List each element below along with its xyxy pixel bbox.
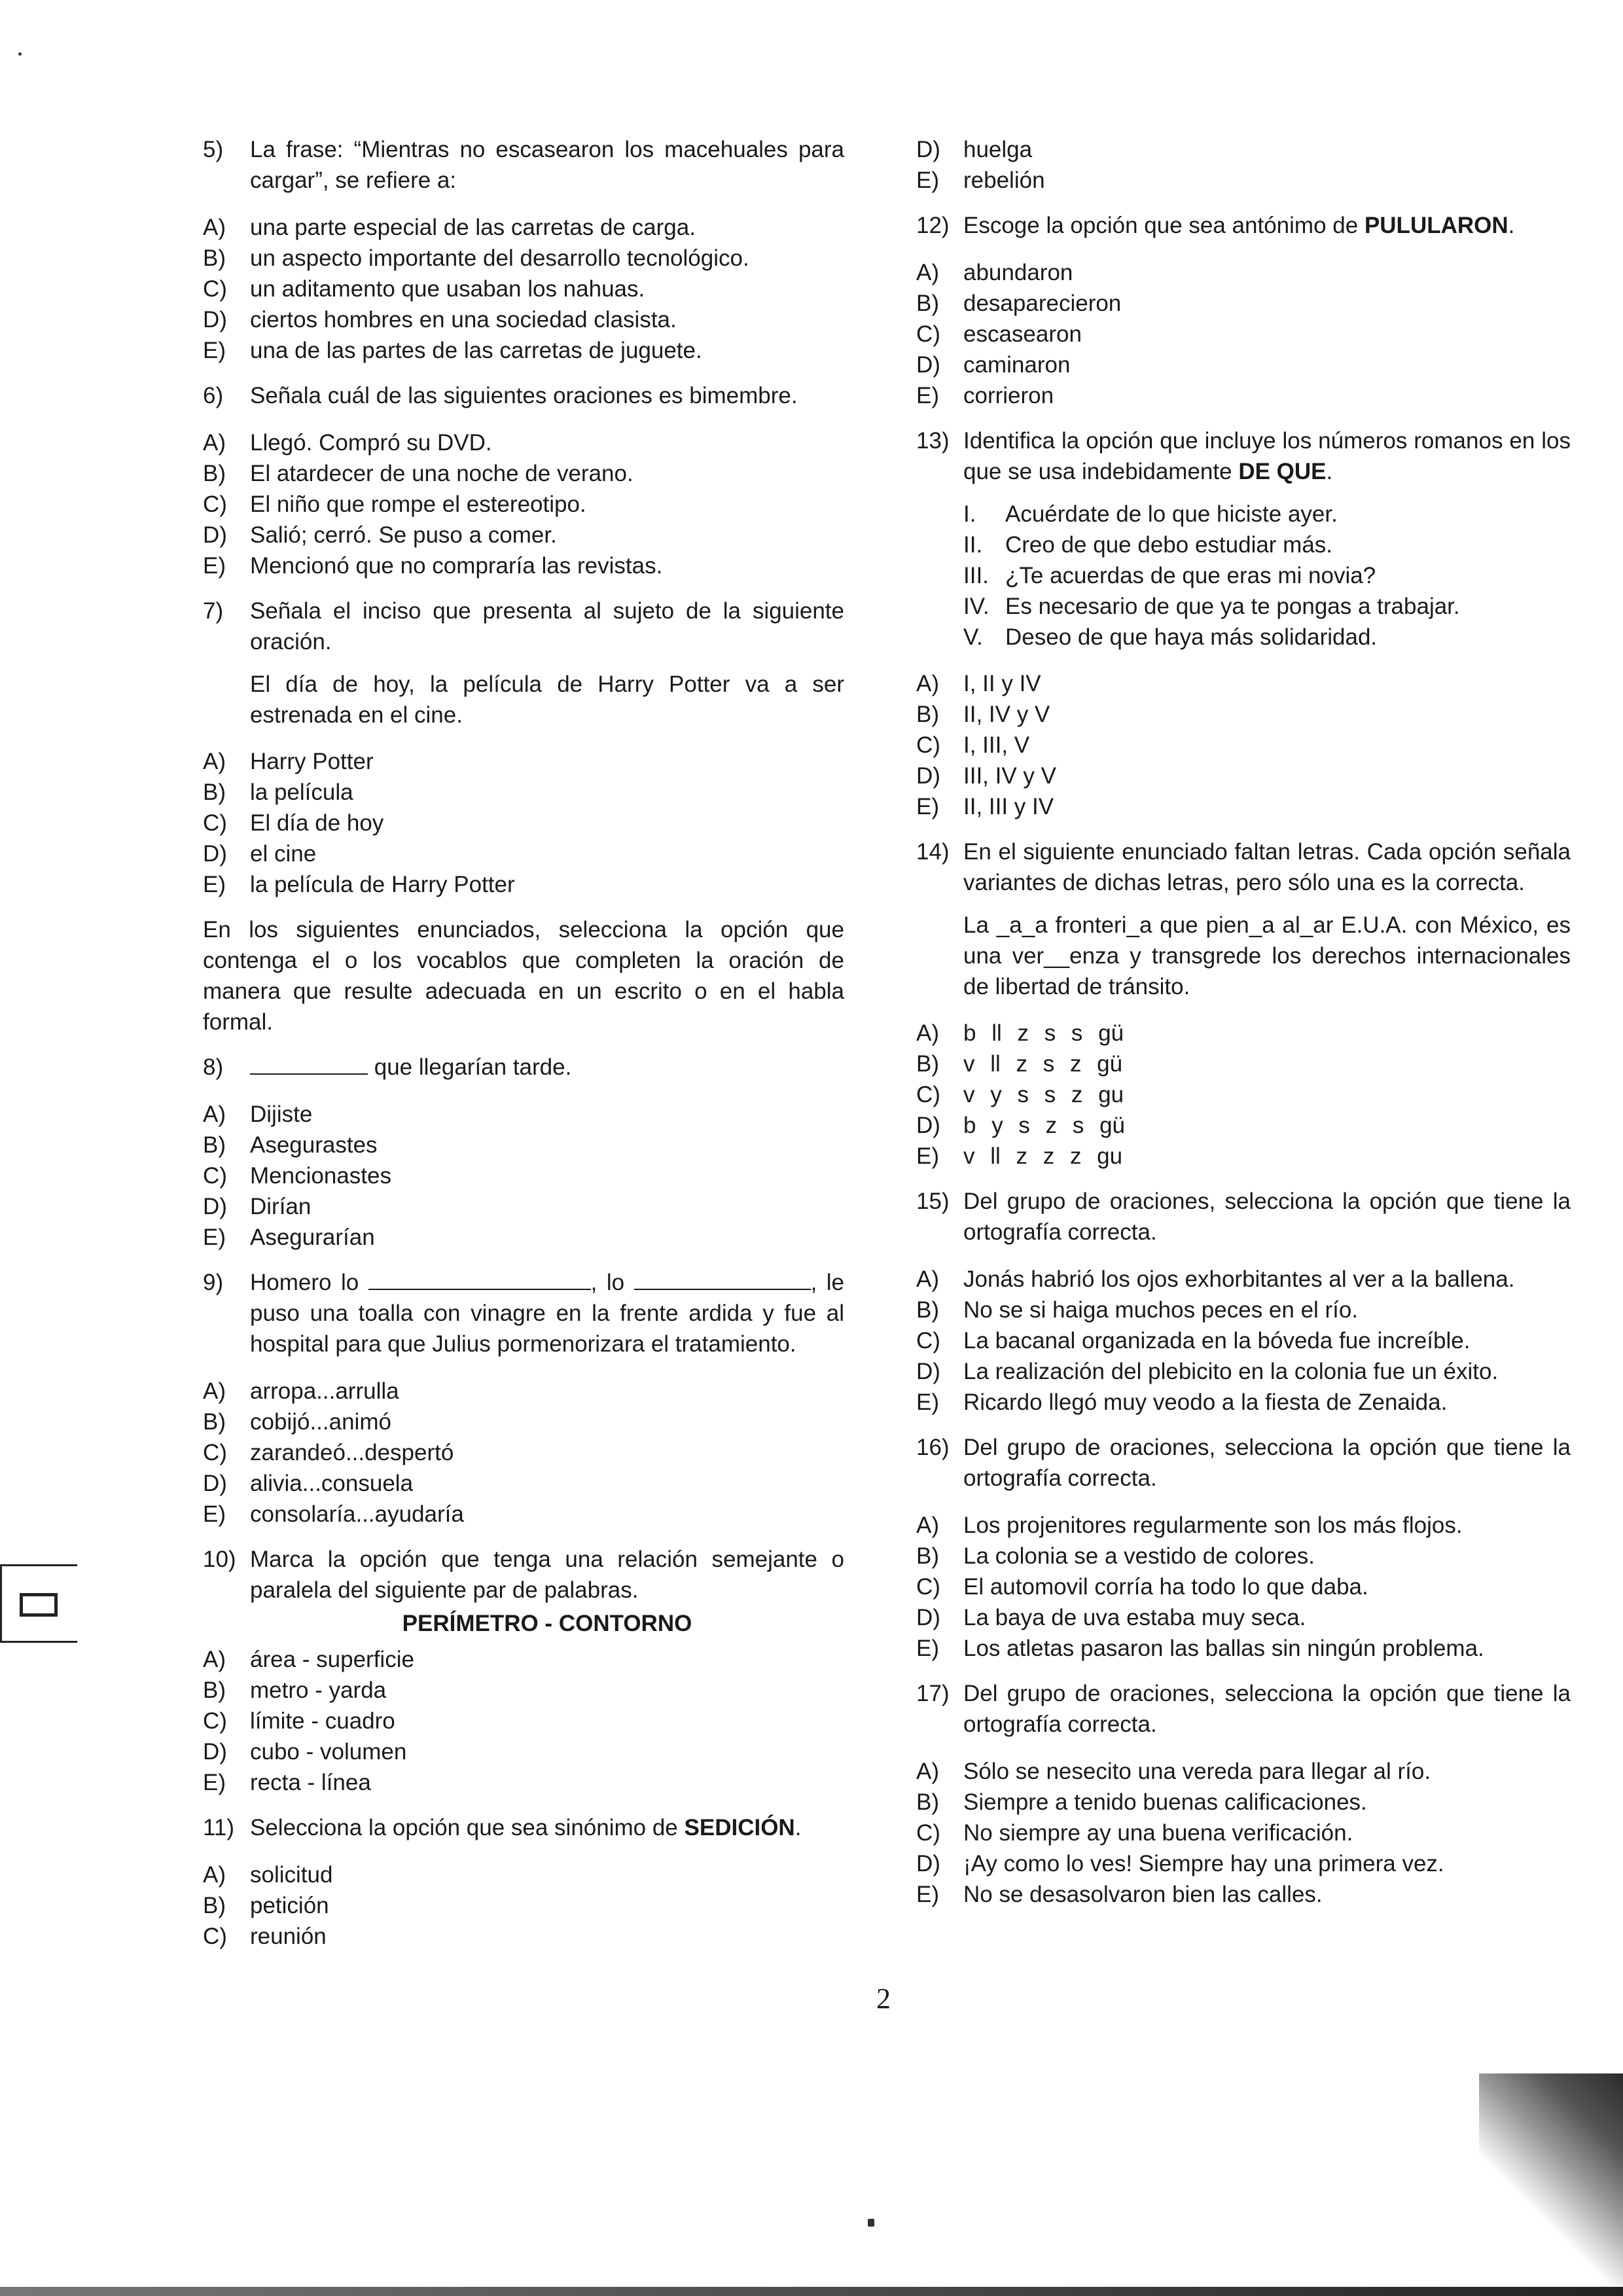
option-letter: D) [916, 1113, 940, 1138]
option-letter: D) [203, 841, 227, 867]
option-text: Llegó. Compró su DVD. [250, 430, 492, 456]
option-text: v ll z z z gu [963, 1143, 1123, 1169]
question-text [250, 1267, 844, 1359]
question-text-after-blank: que llegarían tarde. [374, 1054, 572, 1080]
option-letter: C) [203, 492, 227, 517]
question-text-part: Selecciona la opción que sea sinónimo de [250, 1815, 678, 1840]
option [203, 243, 844, 274]
option [916, 730, 1571, 761]
option-text: v ll z s z gü [963, 1051, 1123, 1077]
option [203, 808, 844, 838]
option-letter: E) [916, 1143, 939, 1169]
option [916, 1110, 1571, 1141]
option [203, 489, 844, 520]
option [916, 761, 1571, 791]
option-letter: E) [916, 1390, 939, 1415]
options-list [203, 1859, 844, 1952]
right-column [916, 134, 1571, 1924]
options-list [916, 134, 1571, 196]
question-text: En el siguiente enunciado faltan letras. Cada opción señala variantes de dichas letras, pero sólo una es la correcta. [963, 839, 1571, 895]
options-list [203, 746, 844, 900]
option-letter: B) [203, 1409, 226, 1435]
option-text: II, III y IV [963, 794, 1054, 819]
option-text: área - superficie [250, 1647, 414, 1672]
option-letter: E) [203, 553, 226, 579]
option [203, 304, 844, 335]
options-list [203, 1644, 844, 1798]
option-text: La baya de uva estaba muy seca. [963, 1605, 1306, 1630]
option-text: abundaron [963, 260, 1073, 285]
option [916, 1633, 1571, 1664]
option-text: II, IV y V [963, 702, 1050, 727]
option [916, 1295, 1571, 1325]
option-text: reunión [250, 1924, 327, 1949]
question-number: 15) [916, 1189, 950, 1214]
option [916, 1325, 1571, 1356]
option-text: Ricardo llegó muy veodo a la fiesta de Zenaida. [963, 1390, 1448, 1415]
question-text-part: , lo [590, 1270, 625, 1295]
option [203, 1099, 844, 1130]
question-text: Señala cuál de las siguientes oraciones es bimembre. [250, 383, 798, 408]
roman-numeral: III. [963, 563, 989, 588]
option-letter: C) [203, 1163, 227, 1189]
option [203, 869, 844, 900]
option [916, 1264, 1571, 1295]
option [916, 1756, 1571, 1787]
option-text: ciertos hombres en una sociedad clasista. [250, 307, 677, 332]
question-text-part: Escoge la opción que sea antónimo de [963, 213, 1359, 238]
options-list [203, 1376, 844, 1530]
option-letter: B) [916, 1543, 939, 1569]
option-letter: D) [203, 1739, 227, 1765]
option-text: Dijiste [250, 1102, 313, 1127]
option-text: Mencionó que no compraría las revistas. [250, 553, 663, 579]
option [203, 1130, 844, 1160]
option-text: el cine [250, 841, 317, 867]
option-letter: A) [203, 749, 226, 774]
option [916, 1879, 1571, 1910]
option-text: III, IV y V [963, 763, 1056, 789]
option-text: Los projenitores regularmente son los más flojos. [963, 1513, 1463, 1538]
scan-speck [18, 52, 22, 56]
option-text: Jonás habrió los ojos exhorbitantes al ver a la ballena. [963, 1266, 1515, 1292]
question-text: Del grupo de oraciones, selecciona la opción que tiene la ortografía correcta. [963, 1681, 1571, 1737]
option-letter: C) [203, 1440, 227, 1465]
option [203, 777, 844, 808]
page-number: 2 [876, 1982, 891, 2015]
option [916, 165, 1571, 196]
roman-item [963, 499, 1571, 529]
question-9 [203, 1267, 844, 1359]
options-list [916, 1510, 1571, 1664]
option-letter: D) [916, 763, 940, 789]
option [203, 1437, 844, 1468]
options-list [203, 427, 844, 581]
question-text-end: . [794, 1815, 802, 1840]
question-text-part: Identifica la opción que incluye los números romanos en los que se usa indebidamente [963, 428, 1571, 484]
question-text [963, 425, 1571, 487]
option-text: Los atletas pasaron las ballas sin ningún problema. [963, 1636, 1484, 1661]
question-11 [203, 1812, 844, 1843]
option-text: No se desasolvaron bien las calles. [963, 1882, 1323, 1907]
option-letter: D) [203, 1471, 227, 1496]
option [916, 1602, 1571, 1633]
option [916, 288, 1571, 319]
option-text: un aspecto importante del desarrollo tecnológico. [250, 245, 749, 271]
question-number: 9) [203, 1270, 224, 1295]
option-letter: B) [916, 702, 939, 727]
option-letter: D) [916, 1851, 940, 1876]
option-letter: B) [203, 1132, 226, 1158]
option-letter: B) [203, 245, 226, 271]
option [203, 1407, 844, 1437]
option [916, 1018, 1571, 1049]
option-text: huelga [963, 137, 1033, 162]
option-text: I, III, V [963, 732, 1030, 758]
option-text: El automovil corría ha todo lo que daba. [963, 1574, 1368, 1600]
question-text-part: Homero lo [250, 1270, 359, 1295]
option-letter: E) [203, 1501, 226, 1527]
question-number: 16) [916, 1435, 950, 1460]
question-text-end: . [1326, 459, 1333, 484]
option [916, 1787, 1571, 1818]
question-16 [916, 1432, 1571, 1494]
question-7 [203, 596, 844, 657]
option-letter: D) [916, 1605, 940, 1630]
option [203, 1468, 844, 1499]
question-number: 17) [916, 1681, 950, 1706]
option-letter: A) [916, 1759, 939, 1784]
option-text: El atardecer de una noche de verano. [250, 461, 633, 486]
keyword: PULULARON [1364, 213, 1508, 238]
question-number: 6) [203, 383, 224, 408]
question-number: 5) [203, 137, 224, 162]
option-text: zarandeó...despertó [250, 1440, 454, 1465]
option-text: Asegurarían [250, 1225, 375, 1250]
option [203, 1736, 844, 1767]
option-text: b ll z s s gü [963, 1020, 1124, 1046]
question-text: Señala el inciso que presenta al sujeto de la siguiente oración. [250, 598, 844, 655]
option-text: desaparecieron [963, 291, 1122, 316]
option-letter: B) [916, 1789, 939, 1815]
option-text: consolaría...ayudaría [250, 1501, 464, 1527]
question-10 [203, 1544, 844, 1605]
option-text: Mencionastes [250, 1163, 391, 1189]
option [916, 1848, 1571, 1879]
option [203, 212, 844, 243]
option [203, 458, 844, 489]
option [203, 1376, 844, 1407]
option-letter: D) [203, 522, 227, 548]
option [916, 1141, 1571, 1172]
question-8 [203, 1052, 844, 1083]
roman-numeral: IV. [963, 594, 990, 619]
options-list [916, 1018, 1571, 1172]
option-letter: E) [916, 1882, 939, 1907]
option [203, 1644, 844, 1675]
option [203, 1499, 844, 1530]
option [916, 350, 1571, 380]
option-letter: E) [916, 1636, 939, 1661]
option-letter: A) [916, 260, 939, 285]
options-list [203, 212, 844, 366]
roman-numeral-list [963, 499, 1571, 653]
example-sentence: La _a_a fronteri_a que pien_a al_ar E.U.A. con México, es una ver__enza y transgrede los derechos internacionales de libertad de tránsito. [963, 912, 1571, 999]
option-letter: C) [916, 1574, 940, 1600]
option [203, 746, 844, 777]
question-text-end: . [1508, 213, 1515, 238]
roman-text: Acuérdate de lo que hiciste ayer. [1005, 501, 1338, 527]
option [916, 1356, 1571, 1387]
option [916, 1571, 1571, 1602]
option [916, 319, 1571, 350]
option-text: No se si haiga muchos peces en el río. [963, 1297, 1359, 1323]
option [916, 668, 1571, 699]
option [203, 1921, 844, 1952]
question-text: Del grupo de oraciones, selecciona la opción que tiene la ortografía correcta. [963, 1189, 1571, 1245]
question-6 [203, 380, 844, 411]
option-letter: E) [203, 338, 226, 363]
option-text: Harry Potter [250, 749, 374, 774]
option [203, 520, 844, 550]
square-mark-icon [20, 1593, 58, 1617]
question-text [250, 1812, 844, 1843]
scan-shadow [1479, 2073, 1623, 2296]
option-text: escasearon [963, 321, 1082, 347]
roman-numeral: II. [963, 532, 983, 558]
option-letter: C) [203, 1708, 227, 1734]
question-text [963, 210, 1571, 241]
question-text [250, 1052, 844, 1083]
options-list [916, 257, 1571, 411]
roman-text: Deseo de que haya más solidaridad. [1005, 624, 1378, 650]
option-text: Asegurastes [250, 1132, 378, 1158]
option-text: arropa...arrulla [250, 1378, 399, 1404]
option-letter: A) [203, 215, 226, 240]
option-letter: C) [916, 1820, 940, 1846]
section-instruction: En los siguientes enunciados, selecciona la opción que contenga el o los vocablos que completen la oración de manera que resulte adecuada en un escrito o en el habla formal. [203, 917, 844, 1035]
option [916, 1049, 1571, 1079]
option-letter: E) [916, 168, 939, 193]
option-letter: C) [203, 810, 227, 836]
option-text: cubo - volumen [250, 1739, 407, 1765]
answer-blank [634, 1268, 811, 1290]
left-column [203, 134, 844, 1966]
option [916, 1079, 1571, 1110]
option-letter: B) [916, 1297, 939, 1323]
roman-text: ¿Te acuerdas de que eras mi novia? [1005, 563, 1376, 588]
option-text: I, II y IV [963, 671, 1041, 696]
option [203, 838, 844, 869]
option-text: La colonia se a vestido de colores. [963, 1543, 1315, 1569]
options-list [203, 1099, 844, 1253]
option-text: solicitud [250, 1862, 333, 1888]
option-letter: C) [916, 1328, 940, 1354]
option-text: Siempre a tenido buenas calificaciones. [963, 1789, 1367, 1815]
option-text: v y s s z gu [963, 1082, 1124, 1107]
option [916, 380, 1571, 411]
option-letter: B) [203, 461, 226, 486]
option [916, 134, 1571, 165]
options-list [916, 1756, 1571, 1910]
option-text: una de las partes de las carretas de juguete. [250, 338, 702, 363]
option-letter: C) [916, 1082, 940, 1107]
option [203, 427, 844, 458]
option [203, 1859, 844, 1890]
option [203, 274, 844, 304]
question-number: 8) [203, 1054, 224, 1080]
option [203, 1767, 844, 1798]
option-letter: E) [203, 1225, 226, 1250]
option-text: ¡Ay como lo ves! Siempre hay una primera vez. [963, 1851, 1444, 1876]
question-number: 11) [203, 1815, 234, 1840]
option [916, 699, 1571, 730]
roman-numeral: V. [963, 624, 983, 650]
option [203, 1191, 844, 1222]
option-letter: A) [203, 1102, 226, 1127]
option-letter: C) [203, 276, 227, 302]
option [916, 257, 1571, 288]
option-letter: B) [203, 1893, 226, 1918]
keyword: DE QUE [1238, 459, 1327, 484]
scan-edge-bar [0, 2287, 1623, 2296]
roman-item [963, 591, 1571, 622]
answer-blank [250, 1052, 368, 1075]
option-letter: D) [203, 1194, 227, 1219]
option-letter: B) [203, 1677, 226, 1703]
option-letter: D) [916, 1359, 940, 1384]
option-text: petición [250, 1893, 329, 1918]
option-text: Sólo se nesecito una vereda para llegar al río. [963, 1759, 1431, 1784]
option-text: recta - línea [250, 1770, 371, 1795]
option-text: El niño que rompe el estereotipo. [250, 492, 586, 517]
option [916, 1387, 1571, 1418]
roman-text: Creo de que debo estudiar más. [1005, 532, 1333, 558]
option-text: cobijó...animó [250, 1409, 391, 1435]
question-number: 13) [916, 428, 950, 454]
question-number: 14) [916, 839, 950, 865]
question-5 [203, 134, 844, 196]
option-letter: E) [916, 794, 939, 819]
option [916, 1510, 1571, 1541]
option-text: caminaron [963, 352, 1071, 378]
option-letter: E) [916, 383, 939, 408]
question-13 [916, 425, 1571, 487]
question-text-part: , le puso una toalla con vinagre en la frente ardida y fue al hospital para que Julius pormenorizara el tratamiento. [250, 1270, 844, 1357]
word-pair: PERÍMETRO - CONTORNO [402, 1611, 692, 1636]
option-letter: A) [916, 671, 939, 696]
option-letter: A) [916, 1020, 939, 1046]
option-letter: C) [203, 1924, 227, 1949]
option-letter: D) [203, 307, 227, 332]
roman-text: Es necesario de que ya te pongas a trabajar. [1005, 594, 1460, 619]
option [203, 1675, 844, 1706]
option-text: La realización del plebicito en la colonia fue un éxito. [963, 1359, 1499, 1384]
example-sentence: El día de hoy, la película de Harry Potter va a ser estrenada en el cine. [250, 672, 844, 728]
option-letter: D) [916, 352, 940, 378]
option [203, 335, 844, 366]
question-17 [916, 1678, 1571, 1740]
question-14 [916, 836, 1571, 898]
answer-blank [368, 1268, 591, 1290]
keyword: SEDICIÓN [684, 1815, 795, 1840]
question-number: 10) [203, 1547, 236, 1572]
scan-speck [868, 2219, 874, 2227]
question-number: 7) [203, 598, 224, 624]
option-text: Dirían [250, 1194, 312, 1219]
option-letter: E) [203, 1770, 226, 1795]
option-letter: C) [916, 732, 940, 758]
option-text: corrieron [963, 383, 1054, 408]
option-letter: B) [203, 780, 226, 805]
option-text: la película [250, 780, 353, 805]
option-letter: A) [203, 1862, 226, 1888]
option-letter: A) [916, 1513, 939, 1538]
roman-numeral: I. [963, 501, 976, 527]
roman-item [963, 529, 1571, 560]
option-text: b y s z s gü [963, 1113, 1126, 1138]
option-text: la película de Harry Potter [250, 872, 515, 897]
option-letter: A) [203, 1647, 226, 1672]
option-letter: A) [203, 430, 226, 456]
question-12 [916, 210, 1571, 241]
option-text: rebelión [963, 168, 1045, 193]
question-15 [916, 1186, 1571, 1247]
option-text: límite - cuadro [250, 1708, 395, 1734]
question-text: La frase: “Mientras no escasearon los macehuales para cargar”, se refiere a: [250, 137, 844, 193]
option-letter: E) [203, 872, 226, 897]
option [203, 1160, 844, 1191]
option-letter: A) [916, 1266, 939, 1292]
roman-item [963, 560, 1571, 591]
question-text: Marca la opción que tenga una relación semejante o paralela del siguiente par de palabras. [250, 1547, 844, 1603]
option-letter: A) [203, 1378, 226, 1404]
option-letter: D) [916, 137, 940, 162]
option [916, 1818, 1571, 1848]
option-text: La bacanal organizada en la bóveda fue increíble. [963, 1328, 1471, 1354]
option [203, 1222, 844, 1253]
option-text: alivia...consuela [250, 1471, 414, 1496]
options-list [916, 1264, 1571, 1418]
option-text: No siempre ay una buena verificación. [963, 1820, 1353, 1846]
option-letter: B) [916, 291, 939, 316]
option-text: Salió; cerró. Se puso a comer. [250, 522, 557, 548]
option [203, 1706, 844, 1736]
option-text: un aditamento que usaban los nahuas. [250, 276, 645, 302]
option-text: metro - yarda [250, 1677, 387, 1703]
option [916, 791, 1571, 822]
option [916, 1541, 1571, 1571]
option-letter: C) [916, 321, 940, 347]
question-text: Del grupo de oraciones, selecciona la opción que tiene la ortografía correcta. [963, 1435, 1571, 1491]
roman-item [963, 622, 1571, 653]
question-number: 12) [916, 213, 950, 238]
options-list [916, 668, 1571, 822]
option-text: una parte especial de las carretas de carga. [250, 215, 696, 240]
option [203, 1890, 844, 1921]
option-letter: B) [916, 1051, 939, 1077]
option [203, 550, 844, 581]
option-text: El día de hoy [250, 810, 384, 836]
